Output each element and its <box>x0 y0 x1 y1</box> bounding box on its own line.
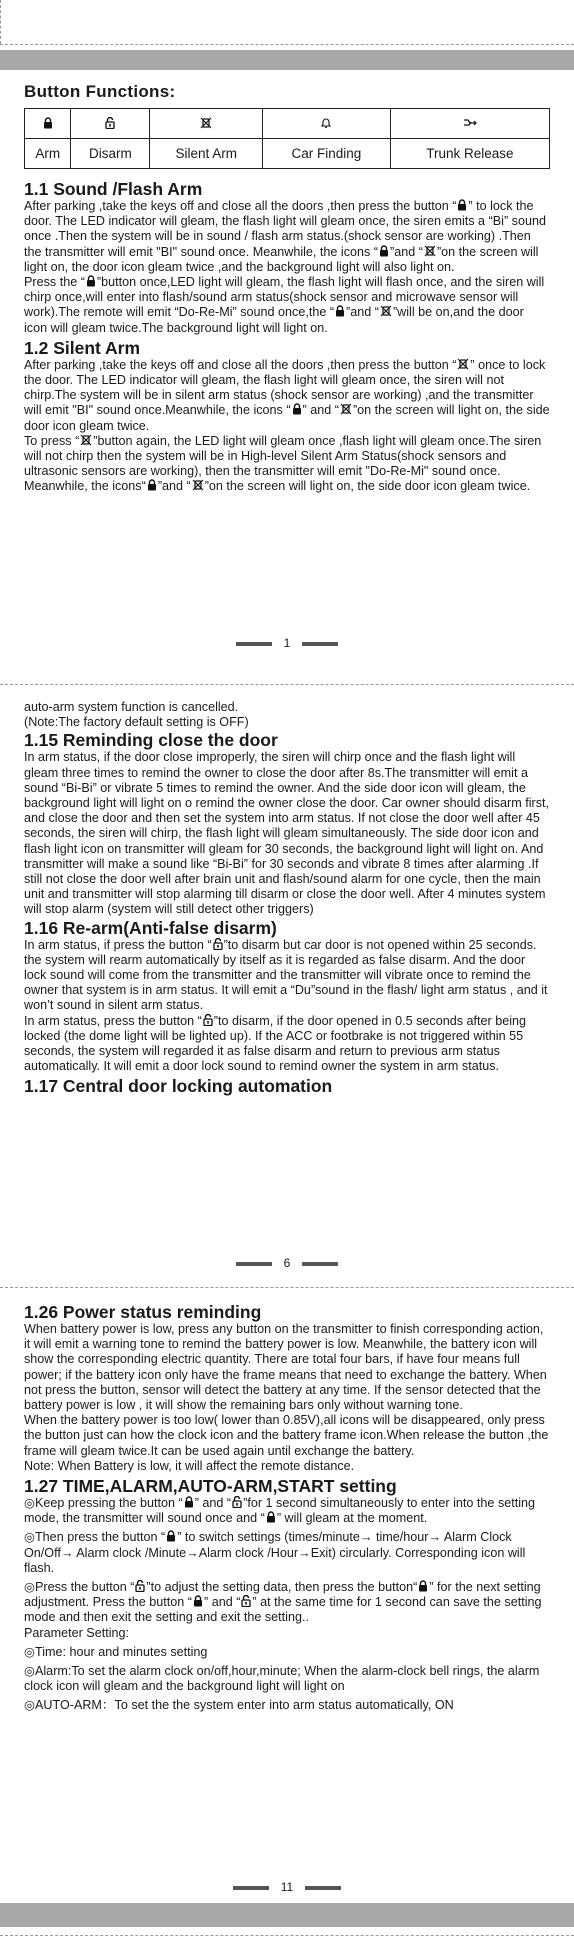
lock-icon <box>193 1595 203 1607</box>
footer-band <box>0 1903 574 1927</box>
lock-icon <box>418 1580 428 1592</box>
parameter-setting-label: Parameter Setting: <box>24 1625 129 1640</box>
icon-row <box>25 109 550 139</box>
bell-icon <box>320 117 332 129</box>
trunk-icon <box>463 117 477 129</box>
label-silent-arm: Silent Arm <box>150 139 263 169</box>
manual-page-1 <box>24 82 550 495</box>
manual-page-3 <box>24 1302 550 1714</box>
lock-icon <box>43 117 53 129</box>
cell-silent <box>150 109 263 139</box>
lock-icon <box>457 199 467 211</box>
button-functions-title: Button Functions: <box>24 82 176 101</box>
section-1-2-heading: 1.2 Silent Arm <box>24 337 141 358</box>
section-1-27-step-2: ◎Then press the button “ ” to switch settings (times/minute→ time/hour→ Alarm Clock On/Off→ Alarm clock /Minute→Alarm clock /Hour→Exit) circularly. Corresponding icon will flash. <box>24 1530 526 1575</box>
lock-icon <box>147 479 157 491</box>
unlock-icon <box>135 1580 145 1592</box>
cell-lock <box>25 109 71 139</box>
cell-bell <box>263 109 391 139</box>
param-time: ◎Time: hour and minutes setting <box>24 1644 208 1659</box>
cut-line-vertical <box>0 0 1 44</box>
section-1-1-heading: 1.1 Sound /Flash Arm <box>24 179 203 199</box>
silent-icon <box>200 117 212 129</box>
unlock-icon <box>232 1496 242 1508</box>
header-band <box>0 50 574 70</box>
section-1-27-heading: 1.27 TIME,ALARM,AUTO-ARM,START setting <box>24 1476 397 1497</box>
page-number-6: 6 <box>0 1256 574 1270</box>
section-1-15-heading: 1.15 Reminding close the door <box>24 730 278 751</box>
lock-icon <box>292 403 302 415</box>
param-auto-arm: ◎AUTO-ARM：To set the the system enter into arm status automatically, ON <box>24 1698 454 1713</box>
section-1-2-paragraph-2: To press “ ”button again, the LED light will gleam once ,flash light will gleam once.The siren will not chirp then the system will be in High-level Silent Arm Status(shock sensors and ultrasonic sensors are working), then the transmitter will emit "Do-Re-Mi" sound once. Meanwhile, the icons“ ”and “ ”on the screen will light on, the side door icon gleam twice. <box>24 433 542 494</box>
cell-unlock <box>71 109 150 139</box>
section-1-1-paragraph-2: Press the “ ”button once,LED light will gleam, the flash light will flash once, and the siren will chirp once,will enter into flash/sound arm status(shock sensor and microwave sensor will work).The remote will emit “Do-Re-Mi” sound once,the “ ”and “ ”will be on,and the door icon will gleam twice.The background light will light on. <box>24 275 545 335</box>
label-disarm: Disarm <box>71 139 150 169</box>
silent-icon <box>380 305 392 317</box>
lock-icon <box>379 245 389 257</box>
section-1-27-step-3: ◎Press the button “ ”to adjust the setting data, then press the button“ ” for the next setting adjustment. Press the button “ ” and “ ” at the same time for 1 second can save the setting mode and then exit the setting and exit the setting.. <box>24 1580 542 1625</box>
section-1-26-heading: 1.26 Power status reminding <box>24 1302 262 1322</box>
intro-line: auto-arm system function is cancelled. <box>24 700 239 714</box>
section-1-26-note: Note: When Battery is low, it will affect the remote distance. <box>24 1458 355 1473</box>
lock-icon <box>166 1530 176 1542</box>
label-arm: Arm <box>25 139 71 169</box>
section-1-26-paragraph-1: When battery power is low, press any button on the transmitter to finish corresponding action, it will emit a warning tone to remind the battery power is low. Meanwhile, the battery icon will show the corresponding electric quantity. There are total four bars, if have four means full power; if the battery icon only have the frame means that need to exchange the battery. When not press the button, sensor will detect the battery at any time. If the sensor detected that the battery power is low , it will show the remaining bars only without warning tone. <box>24 1322 547 1413</box>
manual-page-2 <box>24 700 550 1096</box>
silent-icon <box>80 434 92 446</box>
silent-icon <box>424 245 436 257</box>
unlock-icon <box>105 117 115 129</box>
cut-line <box>0 684 574 685</box>
section-1-27-step-1: ◎Keep pressing the button “ ” and “ ”for 1 second simultaneously to enter into the setting mode, the transmitter will sound once and “ ” will gleam at the moment. <box>24 1496 536 1526</box>
cut-line <box>0 1935 574 1936</box>
label-trunk-release: Trunk Release <box>390 139 549 169</box>
unlock-icon <box>203 1014 213 1026</box>
cut-line <box>0 44 574 45</box>
param-alarm: ◎Alarm:To set the alarm clock on/off,hour,minute; When the alarm-clock bell rings, the alarm clock icon will gleam and the background light will light on <box>24 1664 540 1694</box>
lock-icon <box>184 1496 194 1508</box>
unlock-icon <box>213 938 223 950</box>
section-1-2-paragraph-1: After parking ,take the keys off and close all the doors ,then press the button “ ” once to lock the door. The LED indicator will gleam, the flash light will gleam once, the siren will not chirp.The system will be in silent arm status (shock sensor are working) ,and the transmitter will emit "BI" sound once.Meanwhile, the icons “ ” and “ ”on the screen will light on, the side door icon gleam twice. <box>24 357 550 433</box>
button-functions-table <box>24 108 550 169</box>
label-row <box>25 139 550 169</box>
intro-note: (Note:The factory default setting is OFF) <box>24 715 249 730</box>
lock-icon <box>86 275 96 287</box>
silent-icon <box>340 403 352 415</box>
unlock-icon <box>241 1595 251 1607</box>
section-1-17-heading: 1.17 Central door locking automation <box>24 1076 333 1097</box>
cell-trunk <box>390 109 549 139</box>
label-car-finding: Car Finding <box>263 139 391 169</box>
cut-line <box>0 1287 574 1288</box>
section-1-1-paragraph-1: After parking ,take the keys off and close all the doors ,then press the button “ ” to lock the door. The LED indicator will gleam, the flash light will gleam once, the siren emits a “Bi” sound once .Then the system will be in sound / flash arm status.(shock sensor are working) .Then the transmitter will emit "BI" sound once. Meanwhile, the icons “ ”and “ ”on the screen will light on, the door icon gleam twice ,and the background light will also light on. <box>24 199 546 274</box>
section-1-26-paragraph-2: When the battery power is too low( lower than 0.85V),all icons will be disappeared, only press the button just can how the clock icon and the battery frame icon.When release the button ,the frame will gleam twice.It can be used again until exchange the battery. <box>24 1413 549 1458</box>
silent-icon <box>457 358 469 370</box>
section-1-16-paragraph-1: In arm status, if press the button “ ”to disarm but car door is not opened within 25 seconds. the system will rearm automatically by itself as it is regarded as false disarm. And the door lock sound will come from the transmitter and the transmitter will vibrate once to remind the owner that system is in arm status. It will emit a “Du”sound in the flash/ light arm status , and it won’t sound in silent arm status. <box>24 937 548 1013</box>
section-1-15-paragraph: In arm status, if the door close improperly, the siren will chirp once and the flash light will gleam three times to remind the owner to close the door after 8s.The transmitter will emit a sound “Bi-Bi” or vibrate 5 times to remind the owner. And the side door icon will gleam, the background light will light on o remind the owner close the door. Car owner should disarm first, and close the door and then set the system into arm status. If not close the door well after 45 seconds, the siren will chirp, the flash light will gleam simultaneously. The side door icon and flash light icon on transmitter will gleam for 30 seconds, the background light will light on. And transmitter will make a sound like “Bi-Bi” for 30 seconds and vibrate 8 times after alarming .If still not close the door well after brain unit and flash/sound alarm for one cycle, then the main unit and transmitter will stop alarming till disarm or close the door well. After 4 minutes system will stop alarm (system will still detect other triggers) <box>24 750 550 917</box>
silent-icon <box>192 479 204 491</box>
page-number-11: 11 <box>0 1880 574 1894</box>
lock-icon <box>266 1511 276 1523</box>
page-number-1: 1 <box>0 636 574 650</box>
section-1-16-paragraph-2: In arm status, press the button “ ”to disarm, if the door opened in 0.5 seconds after being locked (the dome light will be lighted up). If the ACC or footbrake is not triggered within 55 seconds, the system will regarded it as false disarm and return to previous arm status automatically. It will emit a door lock sound to remind owner the system in arm status. <box>24 1013 527 1074</box>
lock-icon <box>335 305 345 317</box>
section-1-16-heading: 1.16 Re-arm(Anti-false disarm) <box>24 917 277 938</box>
